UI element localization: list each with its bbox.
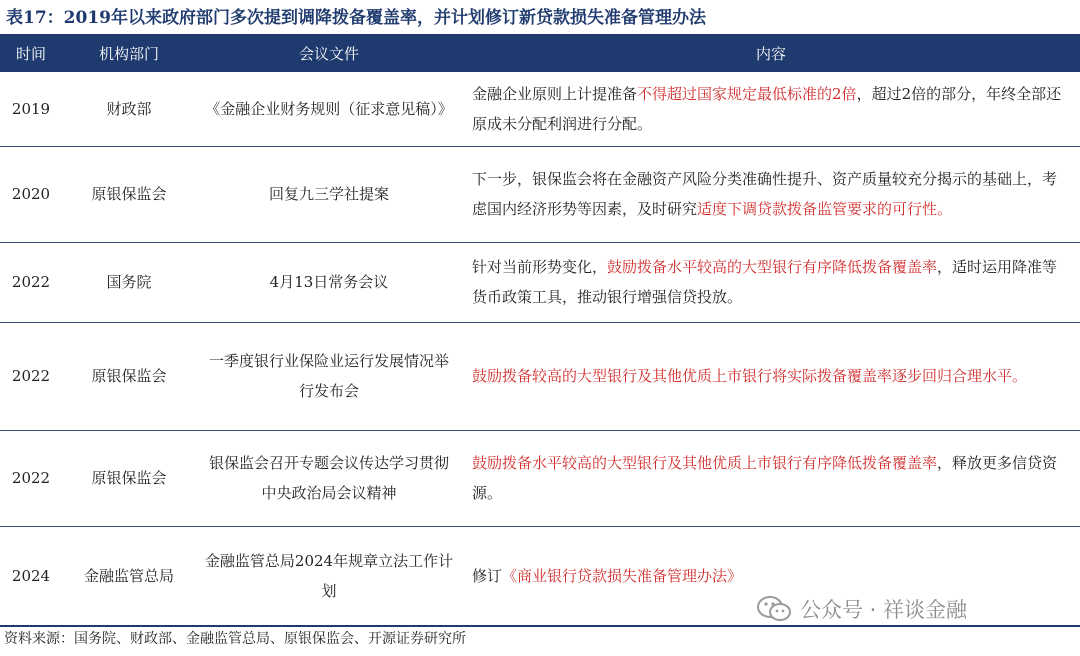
cell-dept: 原银保监会: [62, 430, 196, 526]
highlight-text: 鼓励拨备较高的大型银行及其他优质上市银行将实际拨备覆盖率逐步回归合理水平。: [472, 367, 1028, 385]
content-text: 下一步，银保监会将在金融资产风险分类准确性提升、资产质量较充分揭示的基础上，考虑国内经济形势等因素，及时研究: [472, 170, 1058, 218]
content-text: 针对当前形势变化，: [472, 258, 608, 276]
cell-dept: 原银保监会: [62, 322, 196, 430]
content-text: ，释放更多信贷资源。: [472, 454, 1058, 502]
highlight-text: 《商业银行贷款损失准备管理办法》: [502, 566, 743, 585]
cell-dept: 财政部: [62, 72, 196, 146]
cell-time: 2022: [0, 430, 62, 526]
cell-time: 2020: [0, 146, 62, 242]
cell-doc: 金融监管总局2024年规章立法工作计划: [196, 526, 462, 626]
source-note: 资料来源：国务院、财政部、金融监管总局、原银保监会、开源证券研究所: [4, 631, 466, 647]
column-header-dept: 机构部门: [98, 44, 159, 63]
highlight-text: 鼓励拨备水平较高的大型银行有序降低拨备覆盖率: [607, 258, 938, 276]
cell-time: 2019: [0, 72, 62, 146]
cell-doc: 《金融企业财务规则（征求意见稿）》: [196, 72, 462, 146]
cell-doc: 回复九三学社提案: [196, 146, 462, 242]
highlight-text: 适度下调贷款拨备监管要求的可行性。: [697, 200, 953, 218]
cell-content: [462, 322, 1080, 430]
cell-doc: 一季度银行业保险业运行发展情况举行发布会: [196, 322, 462, 430]
cell-dept: 原银保监会: [62, 146, 196, 242]
table-header-row: [0, 34, 1080, 72]
cell-time: 2022: [0, 322, 62, 430]
cell-content: [462, 430, 1080, 526]
content-text: 金融企业原则上计提准备: [472, 84, 638, 103]
wechat-icon: [756, 595, 792, 623]
table-row: [0, 146, 1080, 242]
column-header-content: 内容: [755, 44, 786, 63]
cell-time: 2024: [0, 526, 62, 626]
cell-doc: 银保监会召开专题会议传达学习贯彻中央政治局会议精神: [196, 430, 462, 526]
content-text: ，适时运用降准等货币政策工具，推动银行增强信贷投放。: [472, 258, 1058, 306]
table-row: [0, 242, 1080, 322]
highlight-text: 鼓励拨备水平较高的大型银行及其他优质上市银行有序降低拨备覆盖率: [472, 454, 938, 472]
column-header-time: 时间: [15, 44, 46, 63]
cell-time: 2022: [0, 242, 62, 322]
table-title: 表17：2019年以来政府部门多次提到调降拨备覆盖率，并计划修订新贷款损失准备管理办法: [6, 8, 706, 28]
content-text: ，超过2倍的部分，年终全部还原成未分配利润进行分配。: [472, 84, 1062, 133]
table-row: [0, 322, 1080, 430]
watermark-text: 公众号 · 祥谈金融: [800, 598, 968, 622]
watermark: [756, 592, 967, 626]
cell-content: [462, 146, 1080, 242]
column-header-doc: 会议文件: [298, 44, 359, 63]
highlight-text: 不得超过国家规定最低标准的2倍: [637, 84, 857, 103]
table-row: [0, 430, 1080, 526]
cell-content: [462, 72, 1080, 146]
cell-doc: 4月13日常务会议: [196, 242, 462, 322]
content-text: 修订: [472, 566, 503, 585]
table-row: [0, 72, 1080, 146]
policy-table: [0, 34, 1080, 627]
cell-content: [462, 242, 1080, 322]
cell-dept: 金融监管总局: [62, 526, 196, 626]
cell-dept: 国务院: [62, 242, 196, 322]
